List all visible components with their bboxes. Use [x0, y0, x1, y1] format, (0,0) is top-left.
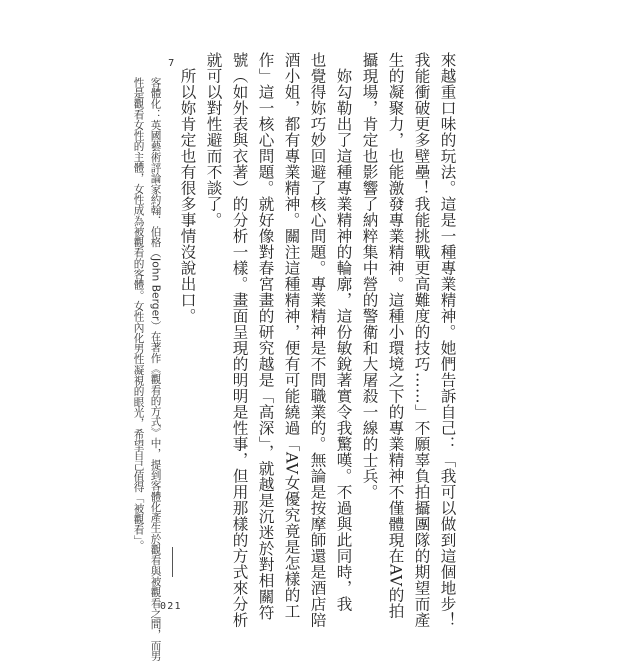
body-line: 我能衝破更多壁壘！我能挑戰更高難度的技巧……」不願辜負拍攝團隊的期望而產 [412, 52, 431, 628]
body-line: 號（如外表與衣著）的分析一樣。畫面呈現的明明是性事，但用那樣的方式來分析 [230, 52, 249, 628]
body-line: 也覺得妳巧妙回避了核心問題。專業精神是不問職業的。無論是按摩師還是酒店陪 [308, 52, 327, 628]
body-line: 來越重口味的玩法。這是一種專業精神。她們告訴自己：「我可以做到這個地步！ [438, 52, 457, 628]
footnote-line: 客體化：英國藝術評論家約翰．伯格（John Berger）在著作《觀看的方式》中，提到客體化產生於觀看與被觀看之間，而男 [149, 77, 162, 661]
body-line: 生的凝聚力，也能激發專業精神。這種小環境之下的專業精神不僅體現在AV的拍 [386, 52, 405, 619]
page-number: 021 [160, 601, 182, 612]
body-line: 就可以對性避而不談了。 [204, 52, 223, 228]
footer-rule [172, 547, 173, 577]
body-line: 所以妳肯定也有很多事情沒說出口。 [178, 68, 197, 324]
body-line: 攝現場，肯定也影響了納粹集中營的警衛和大屠殺一線的士兵。 [360, 52, 379, 500]
body-line: 作」這一核心問題。就好像對春宮畫的研究越是「高深」，就越是沉迷於對相關符 [256, 52, 275, 621]
footnote-line: 性是觀看女性的主體，女性成為被觀看的客體。女性內化男性凝視的眼光，希望自己值得「被觀看」。 [132, 77, 145, 551]
body-line: 妳勾勒出了這種專業精神的輪廓，這份敏銳著實令我驚嘆。不過與此同時，我 [334, 68, 353, 612]
body-line: 酒小姐，都有專業精神。關注這種精神，便有可能繞過「AV女優究竟是怎樣的工 [282, 52, 301, 619]
footnote-number: 7 [168, 58, 175, 69]
